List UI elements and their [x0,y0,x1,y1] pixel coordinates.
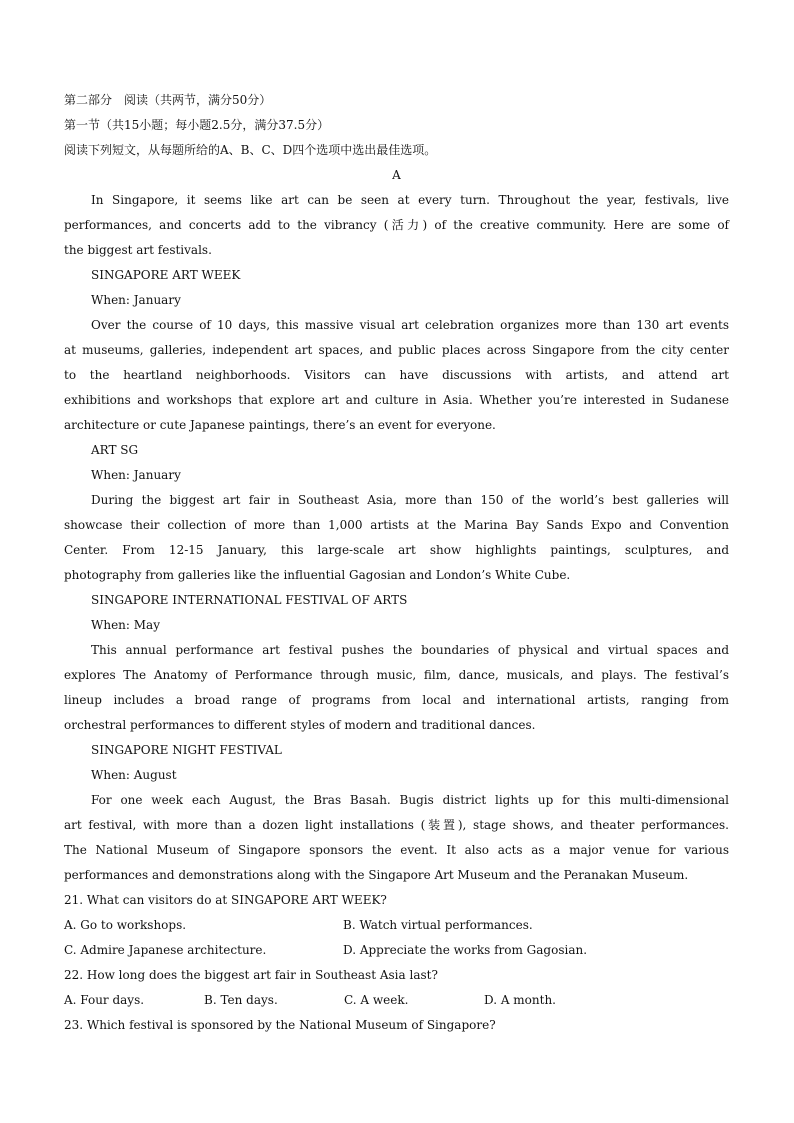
question-options [64,913,729,938]
paragraph-line: architecture or cute Japanese paintings, there’s an event for everyone. [64,418,496,432]
paragraph-line: to the heartland neighborhoods. Visitors can have discussions with artists, and attend art [64,368,729,382]
paragraph-line: Over the course of 10 days, this massive visual art celebration organizes more than 130 art events [91,318,729,332]
festival-name: SINGAPORE NIGHT FESTIVAL [91,743,282,757]
question-options [64,988,729,1013]
option-c: C. Admire Japanese architecture. [64,943,267,957]
paragraph-line: performances and demonstrations along with the Singapore Art Museum and the Peranakan Museum. [64,868,689,882]
paragraph-line: Center. From 12-15 January, this large-scale art show highlights paintings, sculptures, and [64,543,729,557]
question-stem: 22. How long does the biggest art fair in Southeast Asia last? [64,968,438,982]
paragraph-line: In Singapore, it seems like art can be seen at every turn. Throughout the year, festivals, live [91,193,729,207]
paragraph-line: For one week each August, the Bras Basah. Bugis district lights up for this multi-dimensional [91,793,729,807]
paragraph-line: performances, and concerts add to the vibrancy (活力) of the creative community. Here are some of [64,218,729,232]
option-c: C. A week. [344,993,409,1007]
question-stem: 23. Which festival is sponsored by the National Museum of Singapore? [64,1018,496,1032]
paragraph-line: art festival, with more than a dozen light installations (装置), stage shows, and theater performances. [64,818,729,832]
festival-name: ART SG [91,443,139,457]
paragraph-line: lineup includes a broad range of programs from local and international artists, ranging from [64,693,729,707]
option-d: D. Appreciate the works from Gagosian. [343,943,588,957]
question-options [64,938,729,963]
option-d: D. A month. [484,993,556,1007]
festival-when: When: January [91,468,181,482]
paragraph-line: The National Museum of Singapore sponsors the event. It also acts as a major venue for various [64,843,729,857]
option-a: A. Go to workshops. [64,918,187,932]
festival-description [64,788,729,888]
festival-description [64,638,729,738]
festival-description [64,488,729,588]
festival-when: When: January [91,293,181,307]
paragraph-line: This annual performance art festival pushes the boundaries of physical and virtual spaces and [91,643,729,657]
paragraph-line: exhibitions and workshops that explore art and culture in Asia. Whether you’re interested in Sudanese [64,393,729,407]
festival-when: When: August [91,768,177,782]
passage-label: A [392,168,401,182]
paragraph-line: orchestral performances to different styles of modern and traditional dances. [64,718,536,732]
option-b: B. Ten days. [204,993,278,1007]
festival-when: When: May [91,618,160,632]
paragraph-line: During the biggest art fair in Southeast Asia, more than 150 of the world’s best galleries will [91,493,729,507]
instruction-text: 阅读下列短文，从每题所给的A、B、C、D四个选项中选出最佳选项。 [64,143,437,157]
paragraph-line: at museums, galleries, independent art spaces, and public places across Singapore from the city center [64,343,729,357]
paragraph-line: showcase their collection of more than 1,000 artists at the Marina Bay Sands Expo and Convention [64,518,729,532]
festival-name: SINGAPORE INTERNATIONAL FESTIVAL OF ARTS [91,593,408,607]
option-a: A. Four days. [64,993,145,1007]
festival-name: SINGAPORE ART WEEK [91,268,241,282]
option-b: B. Watch virtual performances. [343,918,533,932]
paragraph-line: the biggest art festivals. [64,243,212,257]
section-heading: 第一节（共15小题；每小题2.5分，满分37.5分） [64,118,330,132]
intro-paragraph [64,188,729,263]
paragraph-line: photography from galleries like the influential Gagosian and London’s White Cube. [64,568,571,582]
question-stem: 21. What can visitors do at SINGAPORE ART WEEK? [64,893,387,907]
part-heading: 第二部分 阅读（共两节，满分50分） [64,93,272,107]
exam-page [64,88,729,1038]
paragraph-line: explores The Anatomy of Performance through music, film, dance, musicals, and plays. The festival’s [64,668,729,682]
festival-description [64,313,729,438]
